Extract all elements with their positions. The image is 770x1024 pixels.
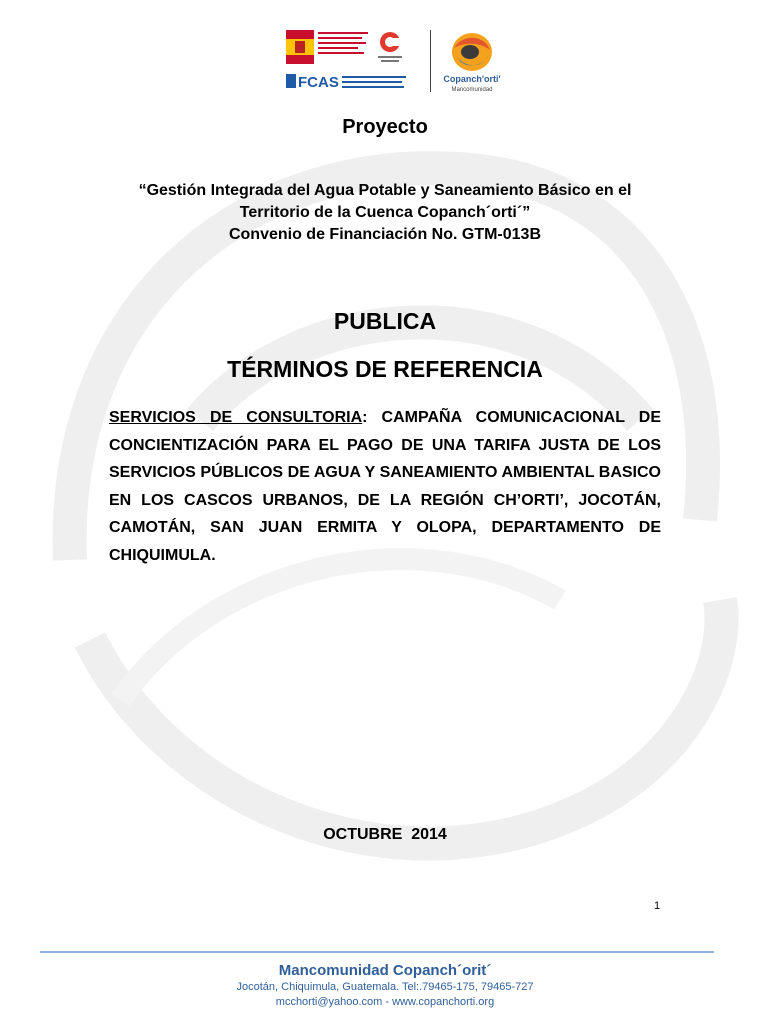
- services-description: CAMPAÑA COMUNICACIONAL DE CONCIENTIZACIÓN PARA EL PAGO DE UNA TARIFA JUSTA DE LOS SERVICIOS PÚBLICOS DE AGUA Y SANEAMIENTO AMBIENTAL BASICO EN LOS CASCOS URBANOS, DE LA REGIÓN CH’ORTI’, JOCOTÁN, CAMOTÁN, SAN JUAN ERMITA Y OLOPA, DEPARTAMENTO DE CHIQUIMULA.: [109, 409, 661, 564]
- fcas-logo: [286, 70, 408, 92]
- services-label: SERVICIOS DE CONSULTORIA: [109, 409, 363, 426]
- funding-agreement: Convenio de Financiación No. GTM-013B: [228, 226, 542, 243]
- project-title-line-1: “Gestión Integrada del Agua Potable y Saneamiento Básico en el: [138, 182, 632, 199]
- svg-text:Copanch'orti': Copanch'orti': [443, 74, 501, 84]
- page-number: 1: [654, 900, 661, 912]
- svg-text:FCAS: FCAS: [298, 74, 339, 91]
- logo-divider: [430, 30, 431, 92]
- publica-heading: PUBLICA: [333, 308, 437, 334]
- document-date: OCTUBRE 2014: [323, 826, 447, 843]
- svg-text:Mancomunidad: Mancomunidad: [451, 87, 493, 93]
- copanchorti-logo: [440, 28, 504, 94]
- services-colon: :: [362, 409, 368, 426]
- header-logos: [284, 28, 504, 98]
- terms-of-reference-heading: TÉRMINOS DE REFERENCIA: [227, 356, 543, 382]
- consulting-services-paragraph: [109, 404, 661, 569]
- footer-address: Jocotán, Chiquimula, Guatemala. Tel:.79465-175, 79465-727: [236, 981, 534, 993]
- footer-organization: Mancomunidad Copanch´orit´: [278, 962, 492, 979]
- cooperacion-espanola-logo: [372, 28, 408, 66]
- project-title-line-2: Territorio de la Cuenca Copanch´orti´”: [239, 204, 531, 221]
- footer-divider: [40, 951, 714, 953]
- project-title: [0, 180, 770, 246]
- spain-ministry-logo: [284, 28, 372, 66]
- footer-contact: mcchorti@yahoo.com - www.copanchorti.org: [275, 996, 495, 1008]
- project-heading: Proyecto: [342, 116, 428, 138]
